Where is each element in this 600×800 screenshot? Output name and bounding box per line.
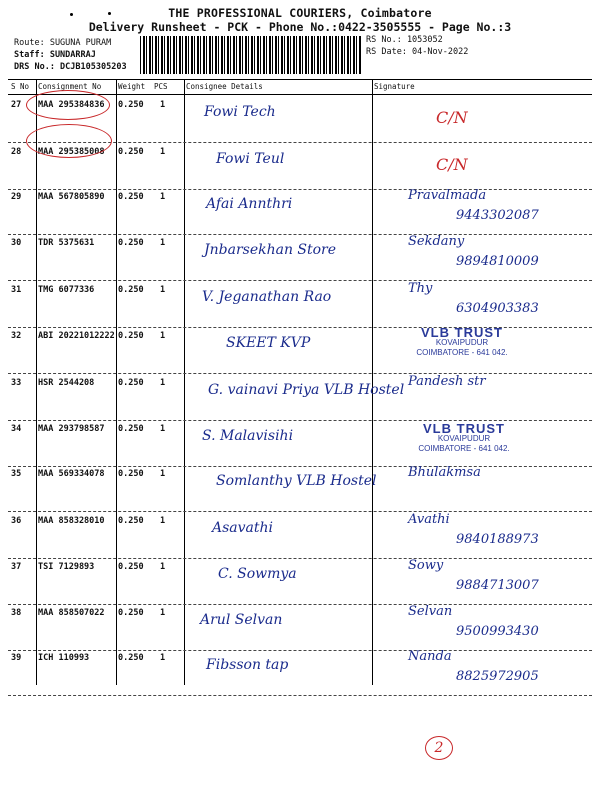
- row-sno: 34: [11, 424, 22, 434]
- row-signature-cn: C/N: [436, 108, 468, 127]
- stamp-line3: COIMBATORE - 641 042.: [418, 444, 510, 453]
- row-signature: Nanda: [408, 649, 452, 664]
- table-row: [8, 279, 592, 328]
- row-consignee-handwritten: C. Sowmya: [218, 566, 297, 582]
- row-consignee-handwritten: Fowi Teul: [216, 151, 285, 167]
- row-phone-handwritten: 8825972905: [456, 669, 539, 684]
- row-consignment-no: TDR 5375631: [38, 238, 95, 248]
- row-consignment-no: MAA 858328010: [38, 516, 105, 526]
- row-consignee-handwritten: Fowi Tech: [204, 104, 276, 120]
- route-label: Route: SUGUNA PURAM: [14, 38, 112, 48]
- row-consignee-handwritten: SKEET KVP: [226, 335, 311, 351]
- punch-dot: [70, 13, 73, 16]
- table-row: [8, 510, 592, 559]
- row-weight: 0.250: [118, 285, 144, 295]
- stamp-line2: KOVAIPUDUR: [435, 338, 489, 347]
- row-sno: 38: [11, 608, 22, 618]
- row-weight: 0.250: [118, 469, 144, 479]
- row-weight: 0.250: [118, 562, 144, 572]
- row-weight: 0.250: [118, 424, 144, 434]
- row-sno: 29: [11, 192, 22, 202]
- row-signature: Sekdany: [408, 234, 465, 249]
- staff-label: Staff: SUNDARRAJ: [14, 50, 96, 60]
- row-weight: 0.250: [118, 608, 144, 618]
- col-consignee: Consignee Details: [186, 82, 263, 91]
- row-pcs: 1: [160, 147, 166, 157]
- barcode: [140, 36, 362, 74]
- drs-label: DRS No.: DCJB105305203: [14, 62, 127, 72]
- row-signature: Pandesh str: [408, 374, 486, 389]
- table-row: [8, 602, 592, 651]
- row-consignment-no: HSR 2544208: [38, 378, 95, 388]
- row-pcs: 1: [160, 331, 166, 341]
- row-phone-handwritten: 9500993430: [456, 624, 539, 639]
- row-consignment-no: MAA 295384836: [38, 100, 105, 110]
- row-weight: 0.250: [118, 516, 144, 526]
- row-phone-handwritten: 9443302087: [456, 208, 539, 223]
- col-signature: Signature: [374, 82, 415, 91]
- row-consignee-handwritten: Arul Selvan: [200, 612, 283, 628]
- row-consignee-handwritten: V. Jeganathan Rao: [202, 289, 332, 305]
- row-consignee-handwritten: Afai Annthri: [206, 196, 293, 212]
- row-sno: 32: [11, 331, 22, 341]
- table-row: [8, 372, 592, 421]
- page-number-mark: 2: [425, 736, 453, 760]
- row-weight: 0.250: [118, 653, 144, 663]
- row-sno: 27: [11, 100, 22, 110]
- table-row: [8, 186, 592, 235]
- row-sno: 31: [11, 285, 22, 295]
- row-consignment-no: MAA 567805890: [38, 192, 105, 202]
- row-pcs: 1: [160, 100, 166, 110]
- row-consignment-no: MAA 295385008: [38, 147, 105, 157]
- col-pcs: PCS: [154, 82, 168, 91]
- row-consignment-no: TMG 6077336: [38, 285, 95, 295]
- row-weight: 0.250: [118, 100, 144, 110]
- table-row: [8, 463, 592, 512]
- red-circle-mark: [26, 124, 112, 158]
- row-consignee-handwritten: S. Malavisihi: [202, 428, 294, 444]
- row-sno: 37: [11, 562, 22, 572]
- table-row: [8, 556, 592, 605]
- row-pcs: 1: [160, 653, 166, 663]
- row-consignment-no: ABI 20221012222: [38, 331, 115, 341]
- vlb-trust-stamp: [394, 421, 534, 454]
- punch-dot: [108, 12, 111, 15]
- rs-date: RS Date: 04-Nov-2022: [366, 47, 469, 57]
- row-weight: 0.250: [118, 192, 144, 202]
- row-sno: 28: [11, 147, 22, 157]
- row-pcs: 1: [160, 238, 166, 248]
- runsheet-header-subtitle: Delivery Runsheet - PCK - Phone No.:0422-3505555 - Page No.:3: [88, 20, 512, 34]
- row-signature: Avathi: [408, 512, 450, 527]
- row-consignment-no: ICH 110993: [38, 653, 90, 663]
- row-pcs: 1: [160, 562, 166, 572]
- row-phone-handwritten: 9840188973: [456, 532, 539, 547]
- row-consignment-no: MAA 293798587: [38, 424, 105, 434]
- row-consignment-no: MAA 569334078: [38, 469, 105, 479]
- row-pcs: 1: [160, 192, 166, 202]
- row-weight: 0.250: [118, 378, 144, 388]
- row-signature: Bhulakmsa: [408, 465, 481, 480]
- table-row: [8, 647, 592, 696]
- row-consignment-no: TSI 7129893: [38, 562, 95, 572]
- row-pcs: 1: [160, 608, 166, 618]
- row-consignee-handwritten: G. vainavi Priya VLB Hostel: [208, 382, 405, 398]
- row-consignee-handwritten: Jnbarsekhan Store: [204, 242, 337, 258]
- row-signature: Sowy: [408, 558, 444, 573]
- col-weight: Weight: [118, 82, 146, 91]
- row-signature-cn: C/N: [436, 155, 468, 174]
- row-phone-handwritten: 9894810009: [456, 254, 539, 269]
- row-phone-handwritten: 6304903383: [456, 301, 539, 316]
- row-sno: 39: [11, 653, 22, 663]
- row-pcs: 1: [160, 469, 166, 479]
- stamp-line2: KOVAIPUDUR: [437, 434, 491, 443]
- vlb-trust-stamp: [392, 325, 532, 358]
- stamp-line1: VLB TRUST: [421, 325, 503, 340]
- col-consignment: Consignment No: [38, 82, 102, 91]
- row-weight: 0.250: [118, 331, 144, 341]
- row-signature: Thy: [408, 281, 433, 296]
- row-consignment-no: MAA 858507022: [38, 608, 105, 618]
- row-pcs: 1: [160, 285, 166, 295]
- red-circle-mark: [26, 90, 110, 120]
- runsheet-header-title: THE PROFESSIONAL COURIERS, Coimbatore: [168, 6, 432, 20]
- row-pcs: 1: [160, 424, 166, 434]
- row-sno: 36: [11, 516, 22, 526]
- row-weight: 0.250: [118, 147, 144, 157]
- rs-info: [366, 34, 468, 58]
- col-sno: S No: [11, 82, 30, 91]
- row-sno: 35: [11, 469, 22, 479]
- row-signature: Selvan: [408, 604, 453, 619]
- table-header: [8, 79, 592, 95]
- row-pcs: 1: [160, 378, 166, 388]
- stamp-line1: VLB TRUST: [423, 421, 505, 436]
- row-pcs: 1: [160, 516, 166, 526]
- row-consignee-handwritten: Somlanthy VLB Hostel: [216, 473, 377, 489]
- row-phone-handwritten: 9884713007: [456, 578, 539, 593]
- route-info: [14, 37, 127, 73]
- row-sno: 33: [11, 378, 22, 388]
- row-signature: Pravalmada: [408, 188, 487, 203]
- table-row: [8, 232, 592, 281]
- rs-number: RS No.: 1053052: [366, 35, 443, 45]
- stamp-line3: COIMBATORE - 641 042.: [416, 348, 508, 357]
- row-consignee-handwritten: Fibsson tap: [206, 657, 289, 673]
- row-weight: 0.250: [118, 238, 144, 248]
- row-consignee-handwritten: Asavathi: [212, 520, 274, 536]
- row-sno: 30: [11, 238, 22, 248]
